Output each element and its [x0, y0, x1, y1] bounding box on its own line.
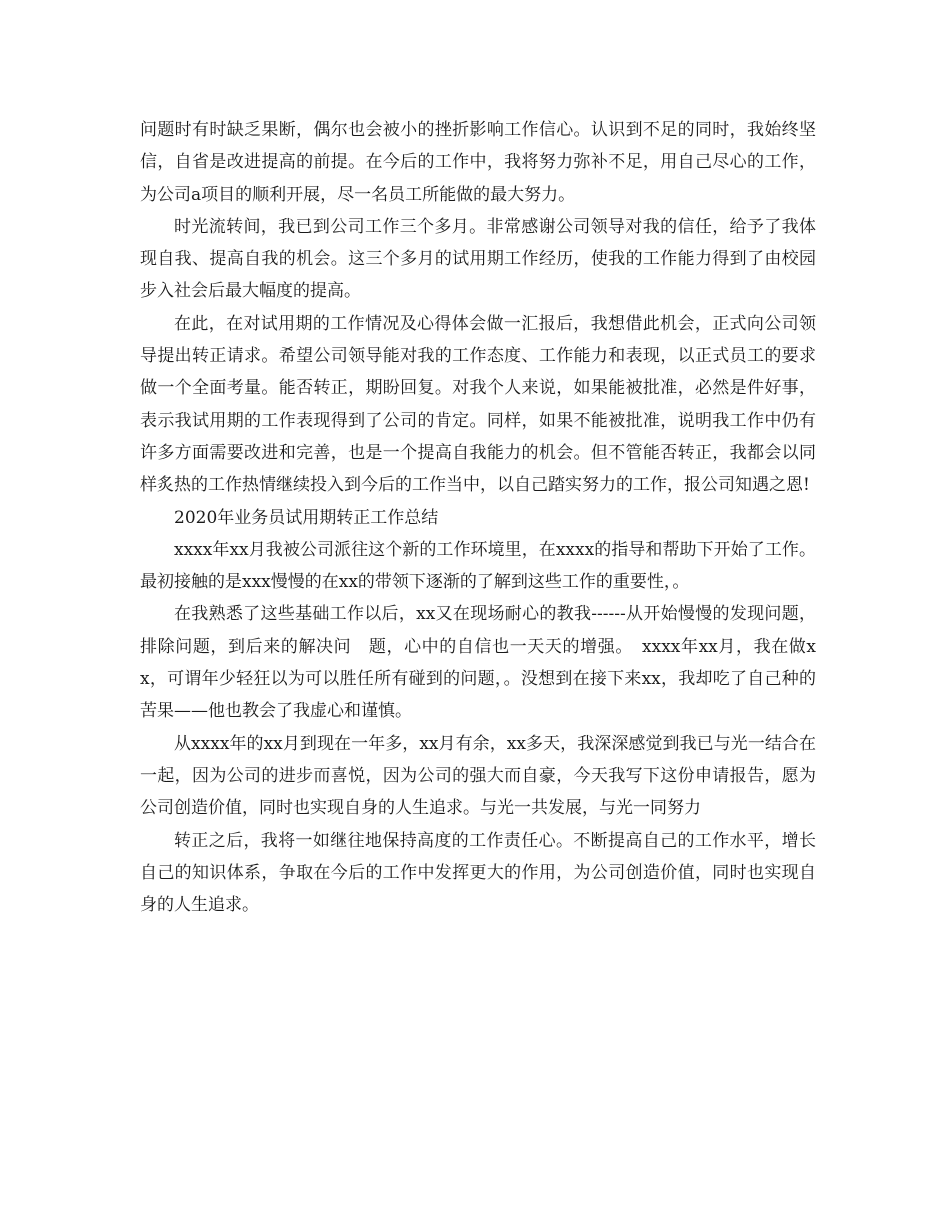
- paragraph-request: 在此，在对试用期的工作情况及心得体会做一汇报后，我想借此机会，正式向公司领导提出转正请求。希望公司领导能对我的工作态度、工作能力和表现，以正式员工的要求做一个全面考量。能否转正，期盼回复。对我个人来说，如果能被批准，必然是件好事，表示我试用期的工作表现得到了公司的肯定。同样，如果不能被批准，说明我工作中仍有许多方面需要改进和完善，也是一个提高自我能力的机会。但不管能否转正，我都会以同样炙热的工作热情继续投入到今后的工作当中，以自己踏实努力的工作，报公司知遇之恩!: [140, 313, 816, 496]
- paragraph-start-work: xxxx年xx月我被公司派往这个新的工作环境里，在xxxx的指导和帮助下开始了工作。最初接触的是xxx慢慢的在xx的带领下逐渐的了解到这些工作的重要性，。: [140, 539, 816, 593]
- section-title: 2020年业务员试用期转正工作总结: [174, 507, 439, 528]
- paragraph-after-regular: 转正之后，我将一如继往地保持高度的工作责任心。不断提高自己的工作水平，增长自己的知识体系，争取在今后的工作中发挥更大的作用，为公司创造价值，同时也实现自身的人生追求。: [140, 830, 816, 916]
- paragraph-continued: 问题时有时缺乏果断，偶尔也会被小的挫折影响工作信心。认识到不足的同时，我始终坚信，自省是改进提高的前提。在今后的工作中，我将努力弥补不足，用自己尽心的工作，为公司a项目的顺利开展，尽一名员工所能做的最大努力。: [140, 120, 816, 205]
- paragraph-learning: 在我熟悉了这些基础工作以后，xx又在现场耐心的教我------从开始慢慢的发现问题，排除问题，到后来的解决问 题，心中的自信也一天天的增强。 xxxx年xx月，我在做xx，可谓年少轻狂以为可以胜任所有碰到的问题，。没想到在接下来xx，我却吃了自己种的苦果——他也教会了我虚心和谨慎。: [140, 604, 816, 722]
- paragraph-one-year: 从xxxx年的xx月到现在一年多，xx月有余，xx多天，我深深感觉到我已与光一结合在一起，因为公司的进步而喜悦，因为公司的强大而自豪，今天我写下这份申请报告，愿为公司创造价值，同时也实现自身的人生追求。与光一共发展，与光一同努力: [140, 733, 816, 819]
- document-page: [140, 114, 816, 921]
- paragraph-time-flies: 时光流转间，我已到公司工作三个多月。非常感谢公司领导对我的信任，给予了我体现自我、提高自我的机会。这三个多月的试用期工作经历，使我的工作能力得到了由校园步入社会后最大幅度的提高。: [140, 216, 816, 302]
